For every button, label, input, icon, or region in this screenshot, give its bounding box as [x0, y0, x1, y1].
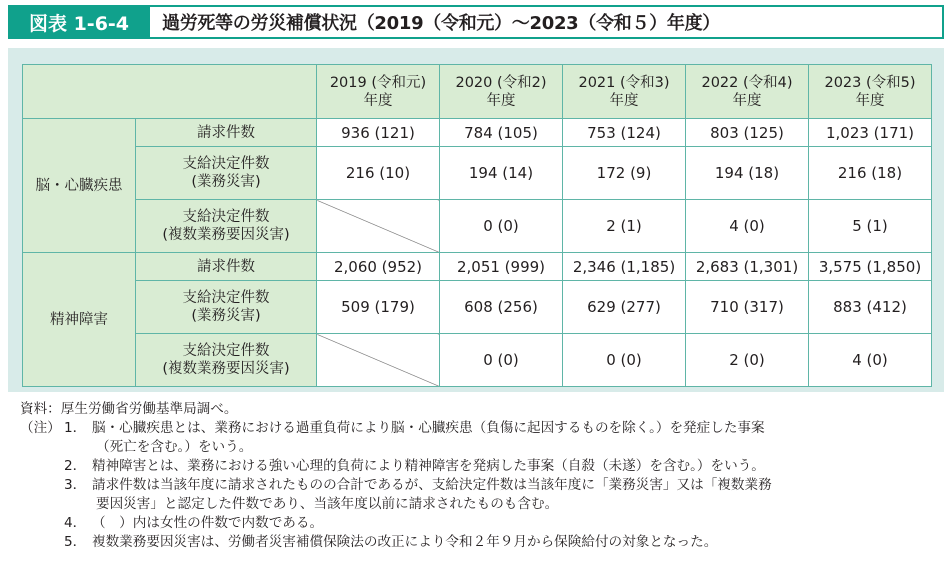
- header-row: [23, 65, 932, 119]
- table-cell: 216 (18): [809, 147, 932, 200]
- header-corner: [23, 65, 317, 119]
- table-row: [23, 253, 932, 281]
- note-text: 精神障害とは、業務における強い心理的負荷により精神障害を発病した事案（自殺（未遂）を含む。）をいう。: [92, 458, 765, 474]
- table-cell: 753 (124): [563, 119, 686, 147]
- note-text: 請求件数は当該年度に請求されたものの合計であるが、支給決定件数は当該年度に「業務災害」又は「複数業務: [92, 477, 772, 493]
- note-number: 2．: [64, 458, 87, 474]
- table-cell: 608 (256): [440, 281, 563, 334]
- note-item: [20, 419, 940, 438]
- source-note: 資料：厚生労働省労働基準局調べ。: [20, 401, 238, 417]
- table-cell: 1,023 (171): [809, 119, 932, 147]
- notes: [20, 400, 940, 552]
- table-row: [23, 334, 932, 387]
- note-number: 3．: [64, 477, 87, 493]
- column-header: 2022 (令和4) 年度: [686, 65, 809, 119]
- table-cell: 0 (0): [563, 334, 686, 387]
- table-cell: 2,683 (1,301): [686, 253, 809, 281]
- group-label: 脳・心臓疾患: [23, 119, 136, 253]
- row-label: 支給決定件数 (業務災害): [136, 281, 317, 334]
- note-item: [20, 457, 940, 476]
- row-label: 支給決定件数 (複数業務要因災害): [136, 334, 317, 387]
- row-label: 請求件数: [136, 253, 317, 281]
- table-cell: 803 (125): [686, 119, 809, 147]
- note-text: （ ）内は女性の件数で内数である。: [92, 515, 324, 531]
- table-cell: 936 (121): [317, 119, 440, 147]
- column-header: 2023 (令和5) 年度: [809, 65, 932, 119]
- note-item: [20, 533, 940, 552]
- note-text: 脳・心臓疾患とは、業務における過重負荷により脳・心臓疾患（負傷に起因するものを除く。）を発症した事案: [92, 420, 765, 436]
- table-row: [23, 119, 932, 147]
- note-text: 複数業務要因災害は、労働者災害補償保険法の改正により令和２年９月から保険給付の対象となった。: [92, 534, 718, 550]
- table-panel: [8, 48, 944, 392]
- note-number: 5．: [64, 534, 87, 550]
- table-cell: 784 (105): [440, 119, 563, 147]
- table-row: [23, 200, 932, 253]
- table-cell: 509 (179): [317, 281, 440, 334]
- table-cell: 2,051 (999): [440, 253, 563, 281]
- row-label: 請求件数: [136, 119, 317, 147]
- table-cell: 0 (0): [440, 200, 563, 253]
- note-number: 1．: [64, 420, 87, 436]
- table-row: [23, 281, 932, 334]
- column-header: 2020 (令和2) 年度: [440, 65, 563, 119]
- table-cell: 2 (0): [686, 334, 809, 387]
- table-cell: 0 (0): [440, 334, 563, 387]
- table-cell: 4 (0): [686, 200, 809, 253]
- table-cell: 194 (14): [440, 147, 563, 200]
- row-label: 支給決定件数 (複数業務要因災害): [136, 200, 317, 253]
- diagonal-empty-cell: [317, 334, 440, 387]
- note-item: [20, 514, 940, 533]
- table-cell: 216 (10): [317, 147, 440, 200]
- table-cell: 710 (317): [686, 281, 809, 334]
- column-header: 2019 (令和元) 年度: [317, 65, 440, 119]
- table-cell: 3,575 (1,850): [809, 253, 932, 281]
- compensation-table: [22, 64, 932, 387]
- figure-title: 過労死等の労災補償状況（2019（令和元）～2023（令和５）年度）: [150, 5, 944, 39]
- diagonal-empty-cell: [317, 200, 440, 253]
- table-cell: 2 (1): [563, 200, 686, 253]
- table-cell: 5 (1): [809, 200, 932, 253]
- table-cell: 629 (277): [563, 281, 686, 334]
- table-cell: 194 (18): [686, 147, 809, 200]
- note-continuation: （死亡を含む。）をいう。: [96, 439, 253, 455]
- figure-label: 図表 1-6-4: [8, 5, 150, 39]
- note-continuation: 要因災害」と認定した件数であり、当該年度以前に請求されたものも含む。: [96, 496, 559, 512]
- table-cell: 2,346 (1,185): [563, 253, 686, 281]
- note-tag: （注）: [20, 420, 61, 436]
- figure-header: [8, 5, 944, 39]
- table-row: [23, 147, 932, 200]
- row-label: 支給決定件数 (業務災害): [136, 147, 317, 200]
- group-label: 精神障害: [23, 253, 136, 387]
- note-item: [20, 476, 940, 495]
- note-number: 4．: [64, 515, 87, 531]
- table-cell: 2,060 (952): [317, 253, 440, 281]
- table-cell: 172 (9): [563, 147, 686, 200]
- table-cell: 4 (0): [809, 334, 932, 387]
- table-cell: 883 (412): [809, 281, 932, 334]
- column-header: 2021 (令和3) 年度: [563, 65, 686, 119]
